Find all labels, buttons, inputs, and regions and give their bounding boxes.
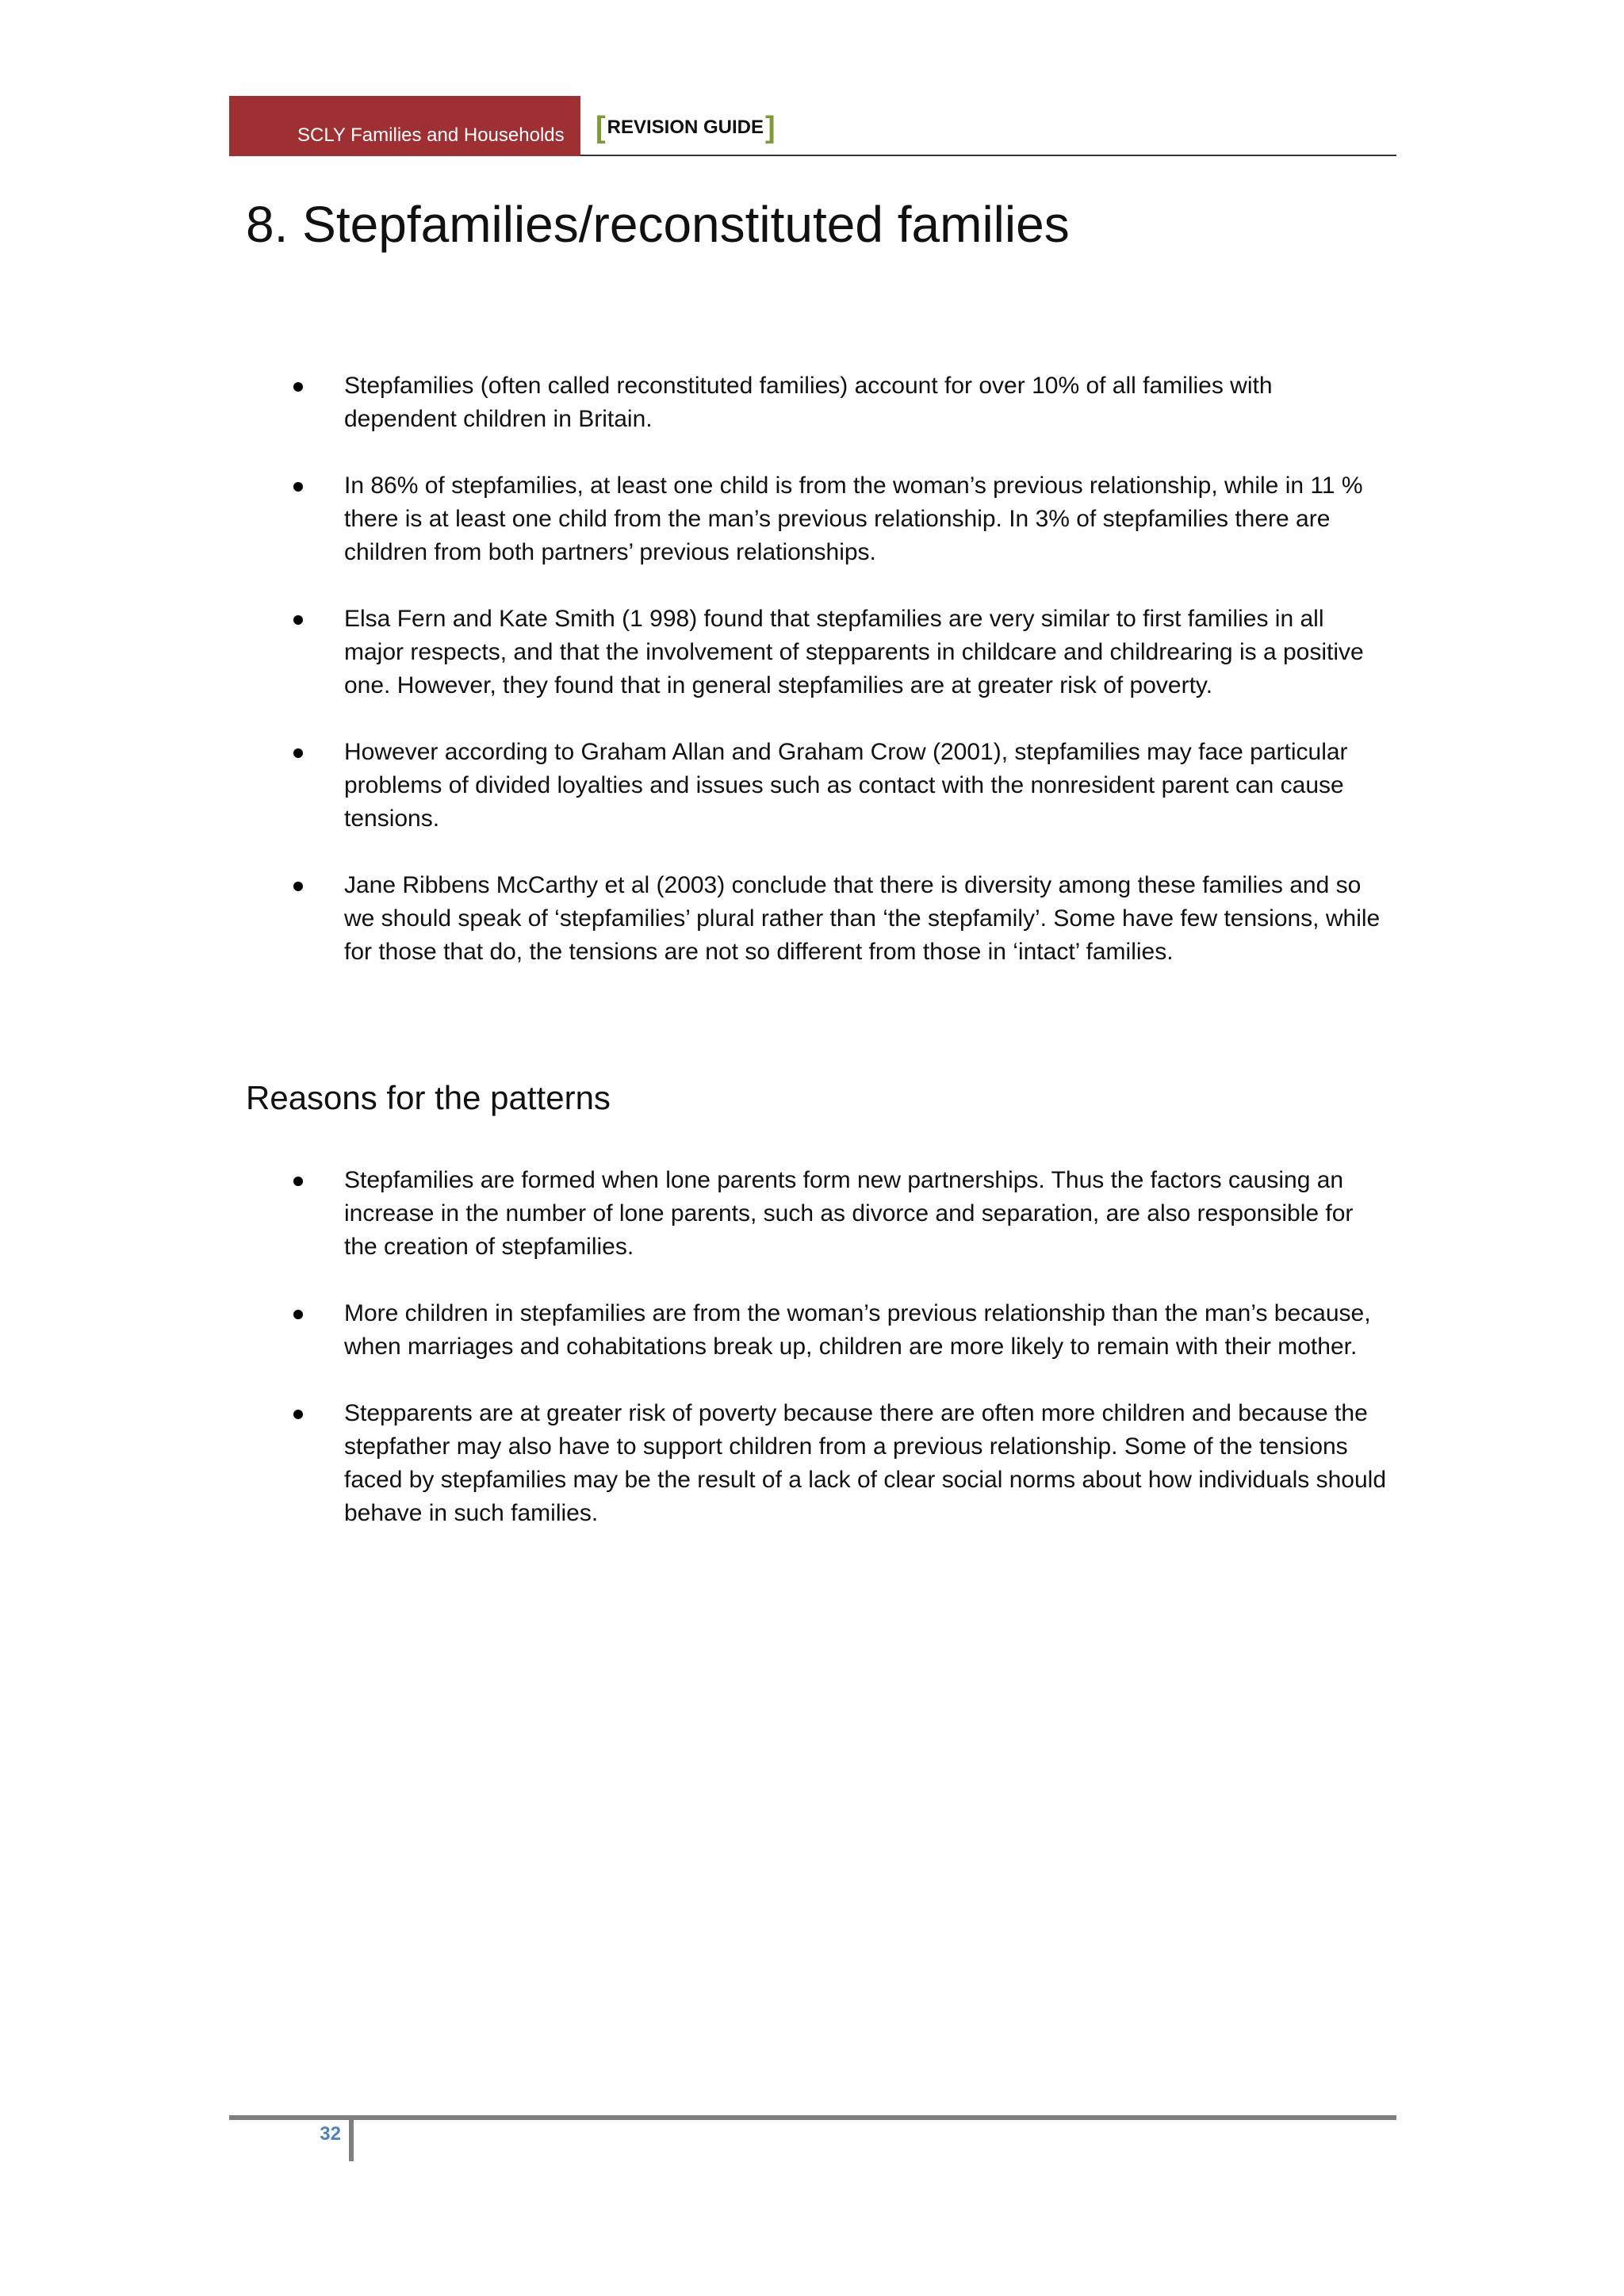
bullet-icon <box>293 1177 303 1186</box>
list-item-text: Stepfamilies (often called reconstituted families) account for over 10% of all families with dependent children in Britain. <box>344 373 1273 432</box>
close-bracket: ] <box>765 111 776 144</box>
list-item <box>293 1164 1388 1264</box>
page-title: 8. Stepfamilies/reconstituted families <box>246 196 1070 253</box>
list-item <box>293 603 1388 702</box>
footer-rule <box>229 2115 1396 2120</box>
list-item-text: Stepfamilies are formed when lone parents form new partnerships. Thus the factors causing an increase in the number of lone parents, such as divorce and separation, are also responsible for the creation of stepfamilies. <box>344 1167 1354 1260</box>
header-guide-label <box>596 109 776 147</box>
list-item <box>293 736 1388 836</box>
bullet-icon <box>293 1310 303 1319</box>
bullet-icon <box>293 482 303 492</box>
list-item-text: Elsa Fern and Kate Smith (1 998) found that stepfamilies are very similar to first families in all major respects, and that the involvement of stepparents in childcare and childrearing is a positive one. However, they found that in general stepfamilies are at greater risk of poverty. <box>344 606 1364 698</box>
open-bracket: [ <box>596 111 606 144</box>
footer-divider <box>349 2115 354 2161</box>
list-item-text: In 86% of stepfamilies, at least one child is from the woman’s previous relationship, while in 11 % there is at least one child from the man’s previous relationship. In 3% of stepfamilies there are children from both partners’ previous relationships. <box>344 473 1363 565</box>
section-heading-reasons: Reasons for the patterns <box>246 1079 611 1116</box>
intro-bullet-list <box>293 369 1388 969</box>
bullet-icon <box>293 382 303 392</box>
list-item-text: Jane Ribbens McCarthy et al (2003) conclude that there is diversity among these families and so we should speak of ‘stepfamilies’ plural rather than ‘the stepfamily’. Some have few tensions, while for those that do, the tensions are not so different from those in ‘intact’ families. <box>344 872 1381 965</box>
list-item-text: However according to Graham Allan and Graham Crow (2001), stepfamilies may face particular problems of divided loyalties and issues such as contact with the nonresident parent can cause tensions. <box>344 739 1348 832</box>
header-rule <box>580 155 1396 156</box>
page-header <box>229 96 1396 156</box>
list-item <box>293 869 1388 969</box>
page-number: 32 <box>320 2123 341 2145</box>
bullet-icon <box>293 615 303 625</box>
bullet-icon <box>293 748 303 758</box>
list-item <box>293 1397 1388 1530</box>
header-tab <box>229 96 580 156</box>
reasons-bullet-list <box>293 1164 1388 1530</box>
list-item <box>293 369 1388 436</box>
header-tab-label: SCLY Families and Households <box>297 124 565 146</box>
list-item <box>293 469 1388 569</box>
bullet-icon <box>293 1410 303 1419</box>
revision-guide-label: REVISION GUIDE <box>607 117 764 138</box>
list-item-text: Stepparents are at greater risk of poverty because there are often more children and because the stepfather may also have to support children from a previous relationship. Some of the tensions faced by stepfamilies may be the result of a lack of clear social norms about how individuals should behave in such families. <box>344 1400 1387 1526</box>
list-item-text: More children in stepfamilies are from the woman’s previous relationship than the man’s because, when marriages and cohabitations break up, children are more likely to remain with their mother. <box>344 1300 1371 1360</box>
list-item <box>293 1297 1388 1364</box>
bullet-icon <box>293 882 303 891</box>
